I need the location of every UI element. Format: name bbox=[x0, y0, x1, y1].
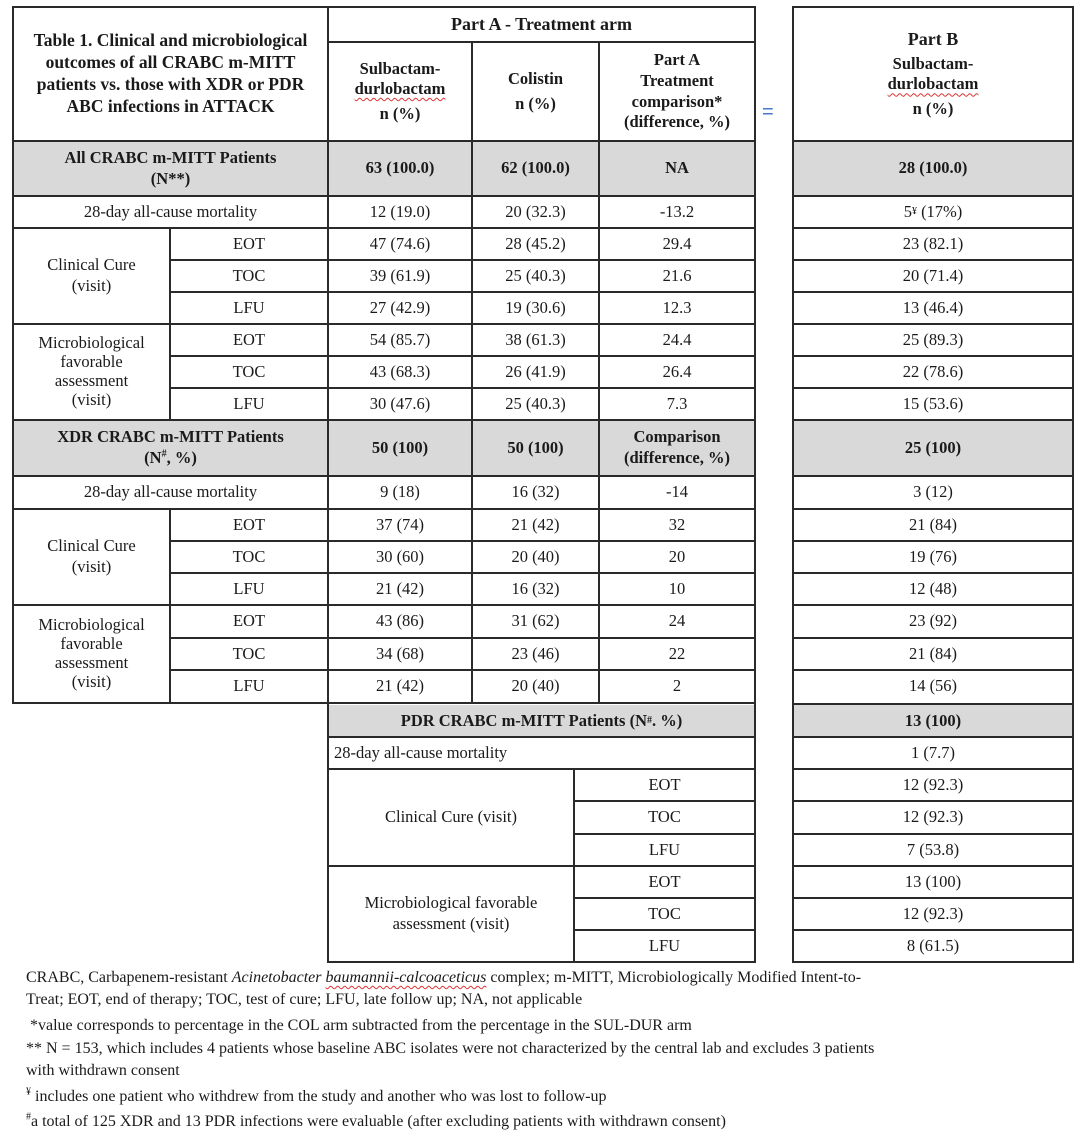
value-cell: 12 (92.3) bbox=[902, 807, 964, 827]
value-text: 5 bbox=[903, 201, 912, 221]
grid-line bbox=[754, 6, 756, 963]
table-title-text: Table 1. Clinical and microbiological outcomes of all CRABC m-MITT patients vs. those with XDR or PDR ABC infections in ATTACK bbox=[33, 30, 308, 116]
value-cell: 31 (62) bbox=[511, 611, 560, 631]
value-cell: 39 (61.9) bbox=[369, 265, 431, 285]
grid-line bbox=[170, 355, 756, 357]
xdr-clinical-cure-label bbox=[13, 509, 170, 605]
table-title bbox=[13, 7, 328, 141]
value-cell: 16 (32) bbox=[511, 482, 560, 502]
pdr-part-b-total: 13 (100) bbox=[904, 710, 962, 730]
value-cell: 54 (85.7) bbox=[369, 329, 431, 349]
section-header-all bbox=[13, 141, 328, 196]
value-cell: 12 (92.3) bbox=[902, 903, 964, 923]
value-cell: 12 (48) bbox=[908, 578, 958, 598]
xdr-micro-label bbox=[13, 605, 170, 703]
value-cell: 22 (78.6) bbox=[902, 361, 964, 381]
grid-line bbox=[574, 800, 756, 802]
value-cell: 19 (76) bbox=[908, 546, 958, 566]
value-cell: 1 (7.7) bbox=[911, 742, 955, 762]
visit-label: TOC bbox=[232, 361, 266, 381]
footnote-hash bbox=[26, 1111, 726, 1132]
visit-label: LFU bbox=[233, 578, 265, 598]
value-cell: 23 (82.1) bbox=[902, 233, 964, 253]
visit-label: TOC bbox=[232, 265, 266, 285]
value-cell: 7.3 bbox=[666, 393, 688, 413]
value-cell: 15 (53.6) bbox=[902, 393, 964, 413]
all-clinical-cure-label bbox=[13, 228, 170, 324]
value-cell: 43 (86) bbox=[375, 611, 425, 631]
value-cell: 22 bbox=[668, 643, 686, 663]
grid-line bbox=[792, 387, 1074, 389]
value-cell: 27 (42.9) bbox=[369, 297, 431, 317]
section-label: (N**) bbox=[150, 168, 191, 188]
grid-line bbox=[792, 572, 1074, 574]
row-group-label: (visit) bbox=[71, 276, 112, 295]
grid-line bbox=[13, 604, 756, 606]
value-cell: 20 bbox=[668, 546, 686, 566]
xdr-colistin-total: 50 (100) bbox=[507, 437, 564, 457]
section-label bbox=[144, 448, 197, 469]
row-group-label: assessment bbox=[54, 371, 129, 390]
grid-line bbox=[13, 140, 756, 142]
value-cell: 24 bbox=[668, 611, 686, 631]
all-mortality-part-b: 5 ¥ (17%) bbox=[903, 201, 963, 221]
col-header-text: comparison* bbox=[631, 91, 723, 111]
grid-line bbox=[792, 419, 1074, 421]
grid-line bbox=[170, 572, 756, 574]
value-cell: 25 (40.3) bbox=[505, 265, 566, 285]
grid-line bbox=[170, 387, 756, 389]
value-cell: 21 (84) bbox=[908, 514, 958, 534]
value-cell: 37 (74) bbox=[375, 514, 425, 534]
value-cell: 25 (89.3) bbox=[902, 329, 964, 349]
grid-line bbox=[792, 6, 794, 963]
footnote-text-italic: Acinetobacter bbox=[231, 969, 326, 986]
section-label-part: PDR CRABC m-MITT Patients (N bbox=[400, 710, 647, 730]
row-group-label: Microbiological favorable bbox=[364, 893, 538, 913]
col-header-text: Sulbactam- bbox=[359, 58, 441, 78]
section-label: XDR CRABC m-MITT Patients bbox=[57, 427, 284, 447]
grid-line bbox=[792, 540, 1074, 542]
value-cell: 8 (61.5) bbox=[906, 935, 960, 955]
footnote-text: a total of 125 XDR and 13 PDR infections were evaluable (after excluding patients with withdrawn consent) bbox=[31, 1113, 726, 1130]
col-header-text: Comparison bbox=[633, 427, 721, 447]
visit-label: EOT bbox=[232, 514, 266, 534]
section-label-part: . %) bbox=[652, 710, 683, 730]
visit-label: TOC bbox=[648, 807, 681, 827]
grid-line bbox=[328, 961, 756, 963]
part-a-header bbox=[328, 7, 755, 42]
all-micro-label bbox=[13, 324, 170, 420]
visit-label: EOT bbox=[232, 611, 266, 631]
value-cell: 24.4 bbox=[662, 329, 692, 349]
grid-line bbox=[328, 865, 756, 867]
grid-line bbox=[169, 227, 171, 421]
section-header-xdr bbox=[13, 420, 328, 476]
grid-line bbox=[574, 833, 756, 835]
section-label-part: , %) bbox=[166, 448, 197, 467]
grid-line bbox=[792, 323, 1074, 325]
value-cell: 32 bbox=[668, 514, 686, 534]
visit-label: EOT bbox=[232, 233, 266, 253]
value-cell: 13 (100) bbox=[904, 871, 962, 891]
all-mortality-comparison: -13.2 bbox=[659, 201, 695, 221]
grid-line bbox=[13, 6, 756, 8]
grid-line bbox=[13, 419, 756, 421]
row-group-label: assessment bbox=[54, 653, 129, 672]
grid-line bbox=[13, 323, 756, 325]
grid-line bbox=[13, 195, 756, 197]
grid-line bbox=[792, 195, 1074, 197]
grid-line bbox=[792, 865, 1074, 867]
value-cell: 9 (18) bbox=[380, 482, 420, 502]
visit-label: TOC bbox=[232, 546, 266, 566]
row-group-label: Microbiological bbox=[38, 333, 145, 353]
value-cell: 30 (60) bbox=[375, 546, 425, 566]
grid-line bbox=[574, 897, 756, 899]
row-group-label: favorable bbox=[60, 352, 123, 372]
grid-line bbox=[328, 41, 756, 43]
grid-line bbox=[792, 669, 1074, 671]
value-cell: 25 (40.3) bbox=[505, 393, 566, 413]
value-cell: 2 bbox=[672, 676, 682, 696]
row-group-label: (visit) bbox=[71, 557, 112, 576]
value-cell: 43 (68.3) bbox=[369, 361, 431, 381]
grid-line bbox=[170, 637, 756, 639]
visit-label: TOC bbox=[232, 643, 266, 663]
value-cell: 12.3 bbox=[662, 297, 692, 317]
row-group-label: Clinical Cure bbox=[47, 536, 136, 556]
row-group-label: (visit) bbox=[71, 671, 112, 691]
visit-label: EOT bbox=[648, 871, 681, 891]
grid-line bbox=[792, 637, 1074, 639]
col-header-text: n (%) bbox=[912, 99, 954, 119]
col-header-text: Part A bbox=[653, 50, 701, 70]
row-group-label: (visit) bbox=[71, 389, 112, 409]
xdr-sul-dur-total: 50 (100) bbox=[371, 437, 429, 457]
grid-line bbox=[792, 291, 1074, 293]
value-cell: 30 (47.6) bbox=[369, 393, 431, 413]
col-header-text: n (%) bbox=[515, 93, 556, 113]
value-cell: 34 (68) bbox=[375, 643, 425, 663]
visit-label: LFU bbox=[233, 297, 265, 317]
value-cell: 21 (42) bbox=[375, 578, 425, 598]
grid-line bbox=[13, 475, 756, 477]
yen-footnote-mark: ¥ bbox=[26, 1086, 31, 1098]
grid-line bbox=[170, 540, 756, 542]
col-header-text: durlobactam bbox=[354, 79, 446, 99]
value-cell: 16 (32) bbox=[511, 578, 560, 598]
all-part-b-total: 28 (100.0) bbox=[898, 158, 968, 178]
grid-line bbox=[792, 475, 1074, 477]
value-cell: 23 (92) bbox=[908, 611, 958, 631]
value-cell: 13 (46.4) bbox=[902, 297, 964, 317]
value-cell: 38 (61.3) bbox=[505, 329, 566, 349]
footnote-text: complex; m-MITT, Microbiologically Modified Intent-to- bbox=[486, 969, 862, 986]
value-cell: 19 (30.6) bbox=[505, 297, 566, 317]
col-header-colistin bbox=[472, 42, 599, 141]
footnote-text: includes one patient who withdrew from the study and another who was lost to follow-up bbox=[31, 1088, 607, 1105]
xdr-mortality-label: 28-day all-cause mortality bbox=[83, 482, 258, 502]
grid-line bbox=[170, 291, 756, 293]
grid-line bbox=[792, 736, 1074, 738]
section-label-part: (N bbox=[144, 448, 162, 467]
value-cell: 20 (40) bbox=[511, 676, 560, 696]
part-b-header-text: Part B bbox=[907, 29, 959, 50]
grid-line bbox=[12, 6, 14, 704]
grid-line bbox=[471, 41, 473, 704]
value-cell: 12 (92.3) bbox=[902, 774, 964, 794]
value-cell: 21 (42) bbox=[511, 514, 560, 534]
grid-line bbox=[598, 41, 600, 704]
col-header-text: Colistin bbox=[507, 68, 563, 88]
grid-line bbox=[1072, 6, 1074, 963]
visit-label: EOT bbox=[648, 774, 681, 794]
all-comparison-total: NA bbox=[665, 158, 689, 178]
grid-line bbox=[328, 736, 756, 738]
value-cell: 7 (53.8) bbox=[906, 839, 960, 859]
xdr-comparison-header bbox=[599, 420, 755, 476]
grid-line bbox=[792, 703, 1074, 705]
col-header-text: (difference, %) bbox=[624, 112, 730, 132]
value-cell: 10 bbox=[668, 578, 686, 598]
pdr-mortality-label: 28-day all-cause mortality bbox=[334, 742, 508, 762]
grid-line bbox=[13, 702, 756, 704]
value-text: (17%) bbox=[916, 201, 963, 221]
pdr-clinical-cure-label: Clinical Cure (visit) bbox=[385, 807, 517, 827]
xdr-part-b-total: 25 (100) bbox=[904, 437, 962, 457]
visit-label: EOT bbox=[232, 329, 266, 349]
all-sul-dur-total: 63 (100.0) bbox=[365, 158, 435, 178]
footnote-abbreviations-line1 bbox=[26, 967, 861, 988]
value-cell: 47 (74.6) bbox=[369, 233, 431, 253]
section-header-pdr: PDR CRABC m-MITT Patients (N # . %) bbox=[400, 710, 683, 730]
hash-footnote-mark: # bbox=[161, 448, 167, 460]
grid-line bbox=[792, 227, 1074, 229]
visit-label: LFU bbox=[648, 839, 681, 859]
value-cell: 21.6 bbox=[662, 265, 692, 285]
grid-line bbox=[792, 604, 1074, 606]
grid-line bbox=[13, 227, 756, 229]
visit-label: LFU bbox=[233, 393, 265, 413]
col-header-sul-dur bbox=[328, 42, 472, 141]
col-header-text: durlobactam bbox=[887, 74, 979, 94]
section-label: All CRABC m-MITT Patients bbox=[64, 147, 277, 167]
footnote-double-star-line1: ** N = 153, which includes 4 patients whose baseline ABC isolates were not characterized by the central lab and excludes 3 patients bbox=[26, 1040, 875, 1057]
col-header-text: n (%) bbox=[379, 103, 421, 123]
grid-line bbox=[792, 6, 1074, 8]
col-header-text: Sulbactam- bbox=[892, 53, 974, 73]
part-b-header bbox=[793, 7, 1073, 141]
value-cell: 20 (71.4) bbox=[902, 265, 964, 285]
grid-line bbox=[792, 929, 1074, 931]
grid-line bbox=[13, 508, 756, 510]
all-colistin-total: 62 (100.0) bbox=[501, 158, 570, 178]
grid-line bbox=[792, 140, 1074, 142]
visit-label: TOC bbox=[648, 903, 681, 923]
value-cell: 21 (42) bbox=[375, 676, 425, 696]
all-mortality-label: 28-day all-cause mortality bbox=[83, 201, 258, 221]
part-a-header-text: Part A - Treatment arm bbox=[451, 14, 632, 35]
grid-line bbox=[792, 961, 1074, 963]
row-group-label: Microbiological bbox=[38, 615, 145, 635]
grid-line bbox=[574, 929, 756, 931]
value-cell: 26 (41.9) bbox=[505, 361, 566, 381]
value-cell: 14 (56) bbox=[908, 676, 958, 696]
visit-label: LFU bbox=[648, 935, 681, 955]
grid-line bbox=[328, 768, 756, 770]
grid-line bbox=[169, 508, 171, 704]
value-cell: -14 bbox=[666, 482, 688, 502]
grid-line bbox=[792, 800, 1074, 802]
grid-line bbox=[792, 508, 1074, 510]
grid-line bbox=[792, 355, 1074, 357]
value-cell: 28 (45.2) bbox=[505, 233, 566, 253]
visit-label: LFU bbox=[233, 676, 265, 696]
value-cell: 29.4 bbox=[662, 233, 692, 253]
footnote-star: *value corresponds to percentage in the COL arm subtracted from the percentage in the SUL-DUR arm bbox=[26, 1017, 692, 1034]
grid-line bbox=[792, 259, 1074, 261]
value-cell: 20 (40) bbox=[511, 546, 560, 566]
col-header-text: Treatment bbox=[640, 70, 714, 90]
hash-footnote-mark: # bbox=[26, 1111, 31, 1123]
grid-line bbox=[792, 833, 1074, 835]
value-cell: 26.4 bbox=[662, 361, 692, 381]
footnote-double-star-line2: with withdrawn consent bbox=[26, 1062, 180, 1079]
footnote-text-italic: baumannii-calcoaceticus bbox=[325, 969, 487, 986]
footnote-yen bbox=[26, 1086, 606, 1107]
grid-line bbox=[792, 897, 1074, 899]
row-group-label: Clinical Cure bbox=[47, 255, 136, 275]
value-cell: 3 (12) bbox=[913, 482, 953, 502]
grid-line bbox=[573, 768, 575, 963]
grid-line bbox=[327, 6, 329, 963]
row-group-label: favorable bbox=[60, 634, 123, 654]
col-header-comparison bbox=[599, 42, 755, 141]
value-cell: 21 (84) bbox=[908, 643, 958, 663]
grid-line bbox=[792, 768, 1074, 770]
footnote-text: CRABC, Carbapenem-resistant bbox=[26, 969, 232, 986]
value-cell: 23 (46) bbox=[511, 643, 560, 663]
footnote-abbreviations-line2: Treat; EOT, end of therapy; TOC, test of cure; LFU, late follow up; NA, not applicable bbox=[26, 991, 583, 1008]
all-mortality-sul-dur: 12 (19.0) bbox=[369, 201, 431, 221]
row-group-label: assessment (visit) bbox=[392, 914, 510, 933]
stray-equals-mark: = bbox=[762, 101, 774, 123]
all-mortality-colistin: 20 (32.3) bbox=[505, 201, 566, 221]
grid-line bbox=[170, 259, 756, 261]
col-header-text: (difference, %) bbox=[624, 448, 730, 467]
pdr-micro-label bbox=[328, 866, 574, 962]
grid-line bbox=[170, 669, 756, 671]
